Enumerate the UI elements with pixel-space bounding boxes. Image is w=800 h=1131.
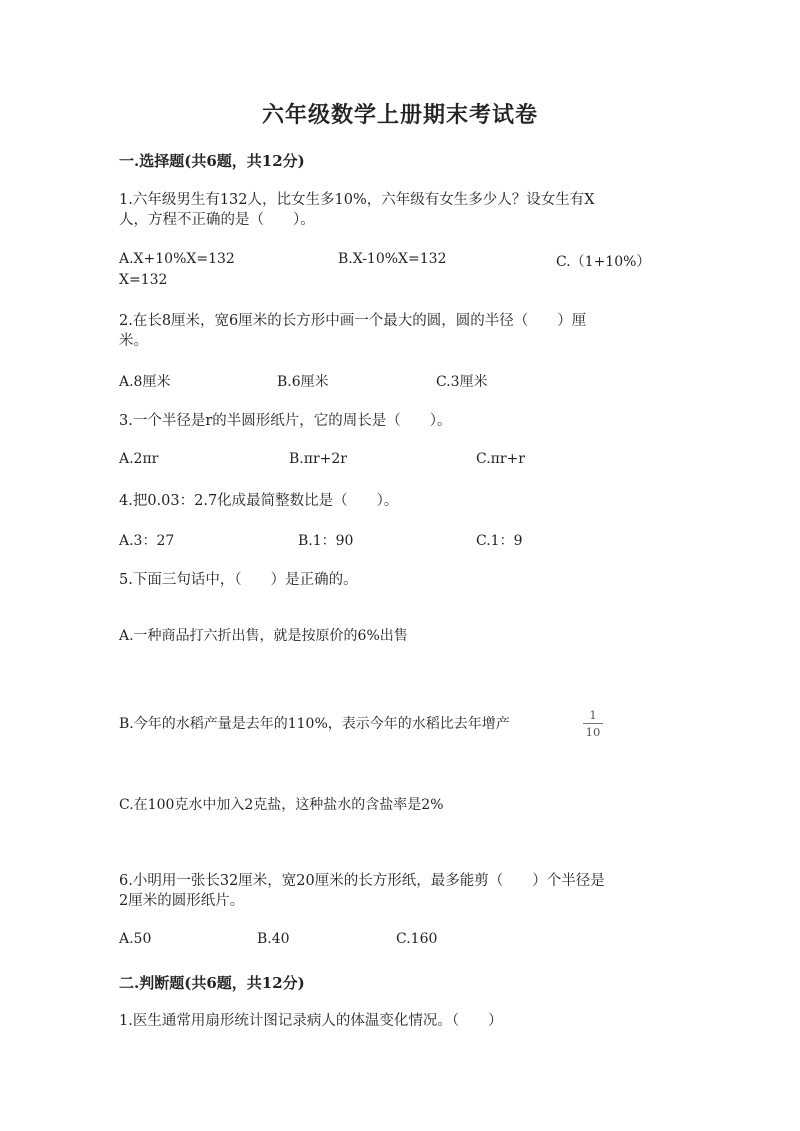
question-3-option-b: B.πr+2r xyxy=(289,451,347,467)
question-1-option-b: B.X-10%X=132 xyxy=(338,251,447,267)
section-heading-judgement: 二.判断题(共6题，共12分) xyxy=(119,974,305,992)
question-1-option-c-cont: X=132 xyxy=(119,272,168,288)
fraction-bar xyxy=(583,723,603,724)
question-1-text-line2: 人，方程不正确的是（ ）。 xyxy=(119,212,315,228)
question-4-option-b: B.1：90 xyxy=(298,533,354,549)
fraction-denominator: 10 xyxy=(585,725,601,739)
fraction-one-tenth xyxy=(580,708,606,739)
question-1-option-c: C.（1+10%） xyxy=(556,254,651,270)
question-4-option-c: C.1：9 xyxy=(476,533,523,549)
question-3-option-c: C.πr+r xyxy=(476,451,525,467)
question-2-option-c: C.3厘米 xyxy=(436,374,488,390)
question-6-option-b: B.40 xyxy=(257,931,290,947)
question-5-option-b: B.今年的水稻产量是去年的110%，表示今年的水稻比去年增产 xyxy=(119,716,510,732)
question-5-option-c: C.在100克水中加入2克盐，这种盐水的含盐率是2% xyxy=(119,797,444,813)
question-5-option-a: A.一种商品打六折出售，就是按原价的6%出售 xyxy=(119,628,408,644)
fraction-numerator: 1 xyxy=(589,708,597,722)
question-2-text-line2: 米。 xyxy=(119,333,148,349)
question-3-text: 3.一个半径是r的半圆形纸片，它的周长是（ ）。 xyxy=(119,413,452,429)
question-1-option-a: A.X+10%X=132 xyxy=(119,251,235,267)
question-5-text: 5.下面三句话中，（ ）是正确的。 xyxy=(119,572,358,588)
section-heading-choice: 一.选择题(共6题，共12分) xyxy=(119,152,305,170)
question-4-text: 4.把0.03：2.7化成最简整数比是（ ）。 xyxy=(119,493,399,509)
judgement-1-text: 1.医生通常用扇形统计图记录病人的体温变化情况。（ ） xyxy=(119,1013,503,1029)
question-2-option-b: B.6厘米 xyxy=(277,374,329,390)
question-3-option-a: A.2πr xyxy=(119,451,159,467)
question-6-option-c: C.160 xyxy=(396,931,438,947)
question-4-option-a: A.3：27 xyxy=(119,533,175,549)
question-6-text-line2: 2厘米的圆形纸片。 xyxy=(119,893,245,909)
question-6-text-line1: 6.小明用一张长32厘米，宽20厘米的长方形纸，最多能剪（ ）个半径是 xyxy=(119,873,605,889)
question-6-option-a: A.50 xyxy=(119,931,152,947)
page-title: 六年级数学上册期末考试卷 xyxy=(261,102,538,128)
question-1-text-line1: 1.六年级男生有132人，比女生多10%，六年级有女生多少人？设女生有X xyxy=(119,192,595,208)
question-2-text-line1: 2.在长8厘米，宽6厘米的长方形中画一个最大的圆，圆的半径（ ）厘 xyxy=(119,313,587,329)
question-2-option-a: A.8厘米 xyxy=(119,374,171,390)
